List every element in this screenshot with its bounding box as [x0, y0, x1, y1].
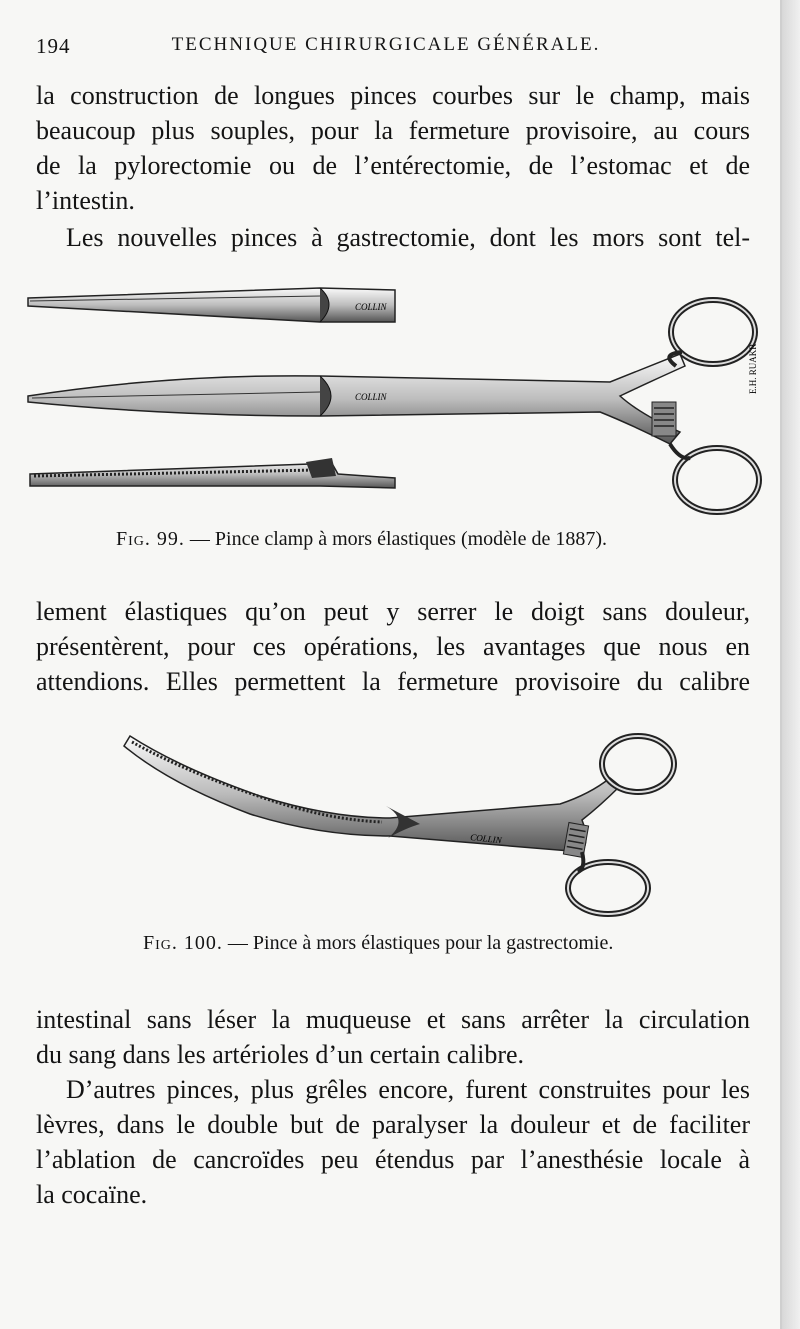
figure-100-gastrectomy-forceps-illustration	[120, 728, 685, 928]
text-line: lèvres, dans le double but de paralyser la douleur et de faciliter	[36, 1110, 750, 1139]
upper-jaw-detail	[28, 288, 395, 322]
maker-mark: COLLIN	[355, 392, 387, 402]
engraver-signature: E.H. RUAKR	[748, 343, 758, 394]
figure-label: Fig. 100.	[143, 932, 223, 954]
text-line: du sang dans les artérioles d’un certain calibre.	[36, 1040, 525, 1069]
caption-text: — Pince clamp à mors élastiques (modèle de 1887).	[189, 528, 608, 550]
running-title: TECHNIQUE CHIRURGICALE GÉNÉRALE.	[171, 34, 601, 55]
paragraph-5	[36, 1072, 750, 1212]
caption-text: — Pince à mors élastiques pour la gastrectomie.	[227, 932, 614, 954]
page-edge	[782, 0, 800, 1329]
text-line: D’autres pinces, plus grêles encore, furent construites pour les	[66, 1075, 750, 1104]
figure-99-clamp-illustration	[20, 284, 765, 524]
text-line: la cocaïne.	[36, 1180, 148, 1209]
text-line: présentèrent, pour ces opérations, les avantages que nous en	[36, 632, 750, 661]
text-line: Les nouvelles pinces à gastrectomie, dont les mors sont tel-	[66, 223, 750, 252]
text-line: intestinal sans léser la muqueuse et sans arrêter la circulation	[36, 1005, 750, 1034]
figure-label: Fig. 99.	[116, 528, 185, 550]
page-number: 194	[36, 34, 71, 58]
paragraph-2	[36, 220, 750, 255]
text-line: l’intestin.	[36, 186, 135, 215]
maker-mark: COLLIN	[355, 302, 387, 312]
lower-jaw-detail	[30, 458, 395, 488]
text-line: la construction de longues pinces courbes sur le champ, mais	[36, 81, 750, 110]
text-line: de la pylorectomie ou de l’entérectomie, de l’estomac et de	[36, 151, 750, 180]
paragraph-3	[36, 594, 750, 699]
text-line: attendions. Elles permettent la fermeture provisoire du calibre	[36, 667, 750, 696]
figure-100-caption	[143, 932, 613, 955]
figure-99-caption	[116, 528, 607, 551]
page-header	[36, 28, 736, 60]
maker-mark: COLLIN	[469, 832, 503, 846]
text-line: l’ablation de cancroïdes peu étendus par l’anesthésie locale à	[36, 1145, 750, 1174]
text-line: lement élastiques qu’on peut y serrer le doigt sans douleur,	[36, 597, 750, 626]
paragraph-1	[36, 78, 750, 218]
paragraph-4	[36, 1002, 750, 1072]
text-line: beaucoup plus souples, pour la fermeture provisoire, au cours	[36, 116, 750, 145]
